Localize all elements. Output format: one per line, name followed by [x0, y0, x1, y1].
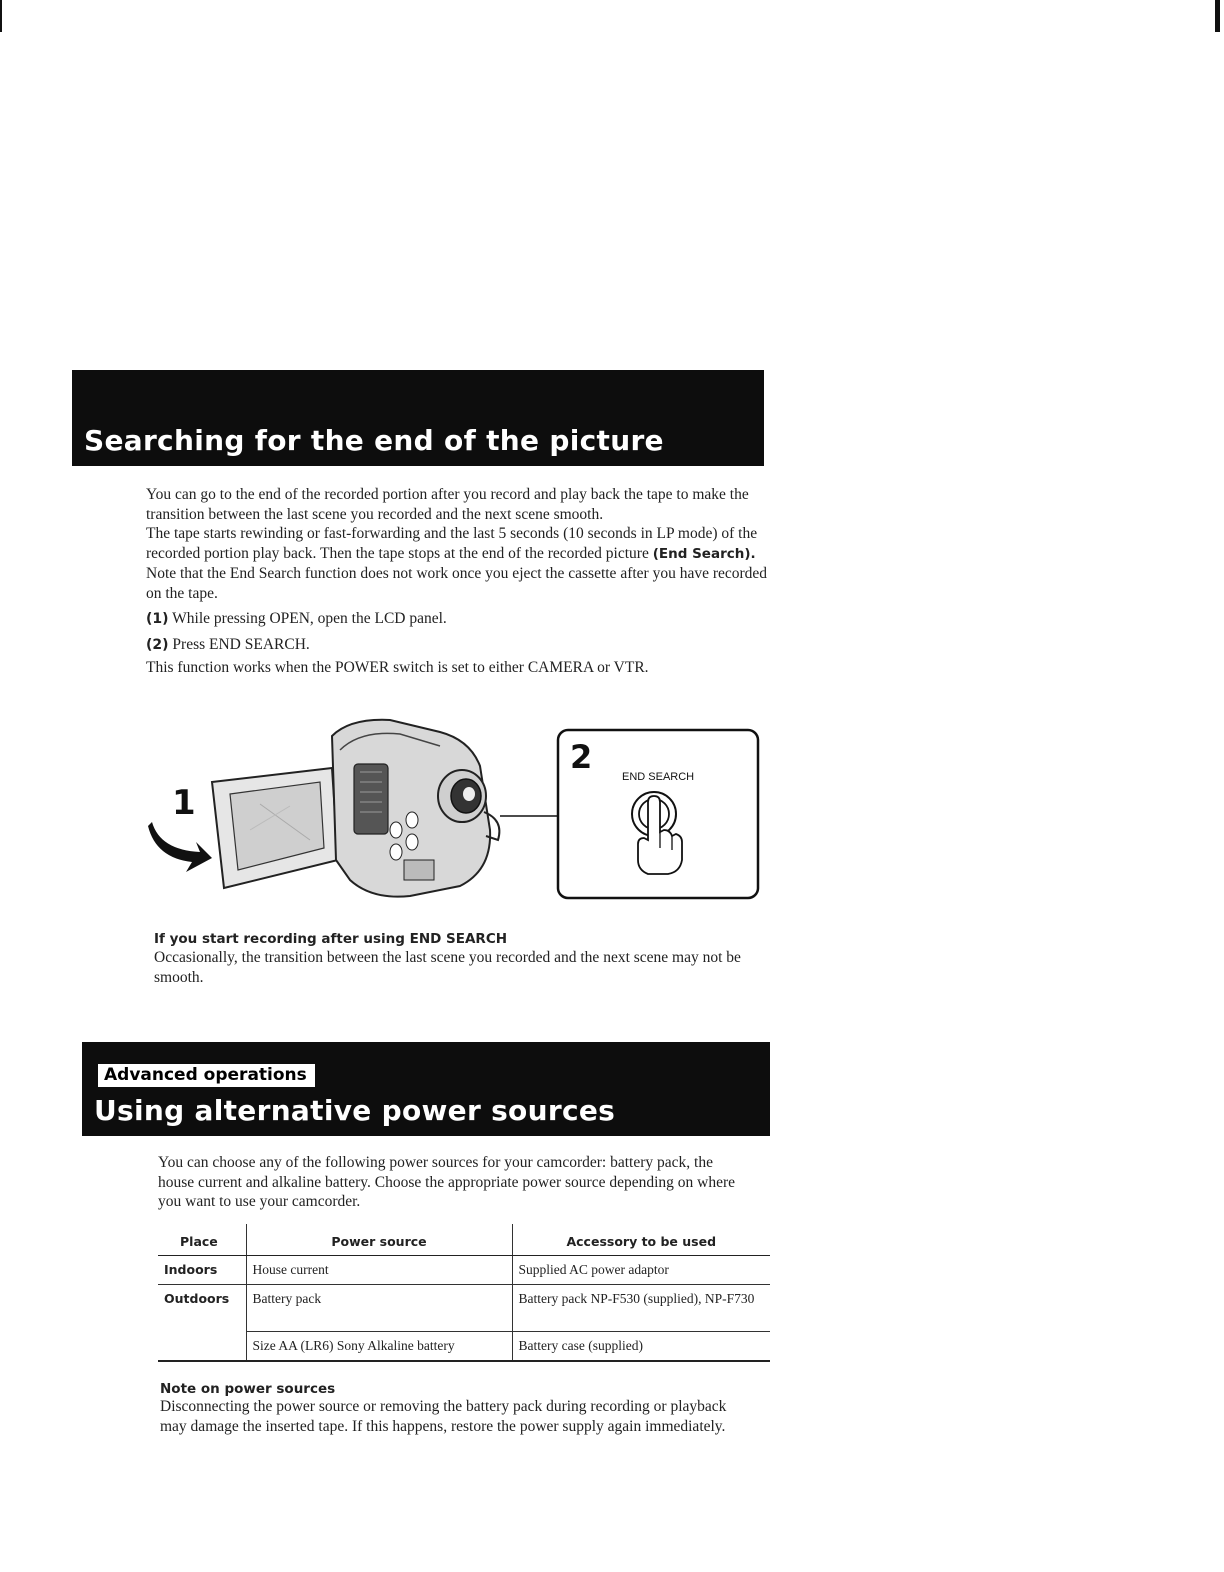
step-2-number: (2) [146, 636, 169, 653]
end-search-illustration [140, 710, 770, 910]
row1-accessory: Supplied AC power adaptor [512, 1256, 770, 1285]
row1-source: House current [246, 1256, 512, 1285]
row3-accessory: Battery case (supplied) [512, 1332, 770, 1362]
row1-place: Indoors [158, 1256, 246, 1285]
open-arrow-icon [148, 822, 212, 872]
intro-paragraph-1: You can go to the end of the recorded portion after you record and play back the tape to make the transition between the last scene you recorded and the next scene smooth. [146, 486, 749, 523]
table-row [158, 1332, 770, 1362]
step-1 [146, 609, 778, 630]
power-note-text: Disconnecting the power source or removing the battery pack during recording or playback may damage the inserted tape. If this happens, restore the power supply again immediately. [160, 1398, 727, 1435]
header-place: Place [158, 1224, 246, 1256]
end-search-subtext: Occasionally, the transition between the last scene you recorded and the next scene may not be smooth. [154, 949, 741, 986]
row2-accessory: Battery pack NP-F530 (supplied), NP-F730 [512, 1285, 770, 1332]
section1-banner [72, 370, 764, 466]
section1-intro [146, 485, 778, 678]
row3-source: Size AA (LR6) Sony Alkaline battery [246, 1332, 512, 1362]
header-power-source: Power source [246, 1224, 512, 1256]
section-label: Advanced operations [98, 1064, 315, 1087]
row2-place: Outdoors [164, 1291, 230, 1306]
end-search-button-label: END SEARCH [622, 771, 695, 783]
left-edge-mark [0, 0, 2, 32]
step1-figure-label: 1 [172, 783, 196, 823]
step-2 [146, 635, 778, 656]
section2-banner [82, 1042, 770, 1136]
intro-paragraph-2-text: The tape starts rewinding or fast-forwarding and the last 5 seconds (10 seconds in LP mode) of the recorded portion play back. Then the tape stops at the end of the recorded picture [146, 525, 758, 562]
table-header-row [158, 1224, 770, 1256]
row2-source: Battery pack [246, 1285, 512, 1332]
step-1-number: (1) [146, 611, 169, 627]
right-edge-mark [1215, 0, 1220, 32]
table-row [158, 1256, 770, 1285]
section2-title: Using alternative power sources [94, 1094, 616, 1127]
section1-title: Searching for the end of the picture [84, 424, 664, 457]
step-1-text: While pressing OPEN, open the LCD panel. [172, 610, 447, 627]
note-paragraph: Note that the End Search function does not work once you eject the cassette after you have recorded on the tape. [146, 565, 768, 602]
power-note-heading: Note on power sources [160, 1381, 336, 1397]
intro-paragraph-2 [146, 524, 778, 564]
end-search-term: (End Search). [652, 545, 756, 562]
camcorder-lcd-panel [212, 768, 338, 888]
section2-intro: You can choose any of the following power sources for your camcorder: battery pack, the house current and alkaline battery. Choose the appropriate power source depending on where you want to use your camcorder. [158, 1154, 736, 1210]
table-row [158, 1285, 770, 1332]
step-2-text: Press END SEARCH. [172, 635, 310, 653]
function-note: This function works when the POWER switch is set to either CAMERA or VTR. [146, 659, 649, 676]
header-accessory: Accessory to be used [512, 1224, 770, 1256]
row3-place [158, 1332, 246, 1362]
end-search-subheading: If you start recording after using END SEARCH [154, 931, 508, 947]
step2-figure-label: 2 [570, 738, 593, 776]
power-sources-table [158, 1224, 770, 1362]
